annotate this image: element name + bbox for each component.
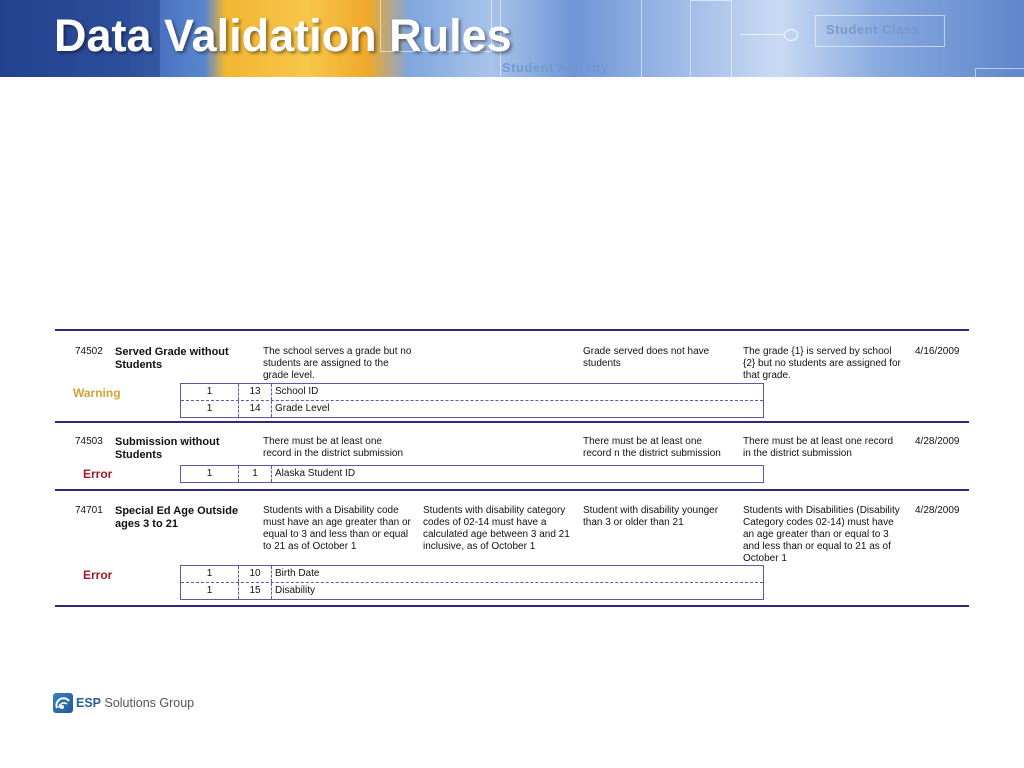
rule-id: 74503 (75, 436, 103, 447)
field-name: Alaska Student ID (275, 468, 356, 479)
banner-connector (740, 34, 785, 35)
field-num: 1 (181, 384, 239, 400)
rule-short-message: Grade served does not have students (583, 346, 710, 369)
severity-badge: Error (83, 568, 113, 582)
field-list (180, 383, 764, 418)
esp-logo-text (76, 696, 194, 710)
rule-name: Special Ed Age Outside ages 3 to 21 (115, 505, 239, 530)
rule-row (55, 491, 969, 607)
rule-short-message: Student with disability younger than 3 or older than 21 (583, 505, 719, 528)
field-name: Disability (275, 585, 316, 596)
field-num: 1 (181, 583, 239, 599)
validation-rules-table (55, 329, 969, 607)
field-num: 1 (181, 401, 239, 417)
rule-id: 74502 (75, 346, 103, 357)
rule-message: There must be at least one record in the district submission (743, 436, 894, 459)
field-seq: 13 (239, 384, 272, 400)
logo-brand: ESP (76, 696, 102, 710)
rule-date: 4/28/2009 (915, 505, 960, 516)
page-title: Data Validation Rules (54, 10, 512, 61)
banner-label-student-class: Student Class (826, 22, 920, 37)
rule-short-message: There must be at least one record n the district submission (583, 436, 721, 459)
rule-row (55, 331, 969, 423)
field-seq: 10 (239, 566, 272, 582)
field-num: 1 (181, 566, 239, 582)
rule-name: Submission without Students (115, 436, 220, 461)
field-row (181, 384, 763, 400)
rule-date: 4/16/2009 (915, 346, 960, 357)
rule-message: Students with Disabilities (Disability Category codes 02-14) must have an age greater than or equal to 3 and less than or equal to 21 as of October 1 (743, 505, 900, 564)
rule-row (55, 423, 969, 491)
rule-name: Served Grade without Students (115, 346, 229, 371)
esp-logo-icon (53, 693, 73, 713)
header-banner (0, 0, 1024, 77)
field-seq: 15 (239, 583, 272, 599)
field-name: School ID (275, 386, 319, 397)
rule-description: The school serves a grade but no students are assigned to the grade level. (263, 346, 412, 381)
field-seq: 14 (239, 401, 272, 417)
field-num: 1 (181, 466, 239, 482)
field-name: Birth Date (275, 568, 320, 579)
field-row (181, 466, 763, 482)
field-list (180, 465, 764, 483)
logo-rest: Solutions Group (101, 696, 195, 710)
banner-connector-node (784, 29, 798, 41)
field-list (180, 565, 764, 600)
banner-label-student-activity: Student Activity (502, 60, 609, 75)
banner-block (975, 68, 1024, 77)
rule-id: 74701 (75, 505, 103, 516)
rule-date: 4/28/2009 (915, 436, 960, 447)
rule-message: The grade {1} is served by school {2} but no students are assigned for that grade. (743, 346, 901, 381)
field-row (181, 566, 763, 582)
esp-logo (53, 693, 194, 713)
severity-badge: Warning (73, 386, 121, 400)
banner-block (690, 0, 732, 77)
field-name: Grade Level (275, 403, 330, 414)
rule-description: Students with disability category codes of 02-14 must have a calculated age between 3 and 21 inclusive, as of October 1 (423, 505, 570, 552)
field-row (181, 400, 763, 417)
rule-description: Students with a Disability code must have an age greater than or equal to 3 and less than or equal to 21 as of October 1 (263, 505, 411, 552)
field-row (181, 582, 763, 599)
severity-badge: Error (83, 467, 113, 481)
field-seq: 1 (239, 466, 272, 482)
rule-description: There must be at least one record in the district submission (263, 436, 404, 459)
